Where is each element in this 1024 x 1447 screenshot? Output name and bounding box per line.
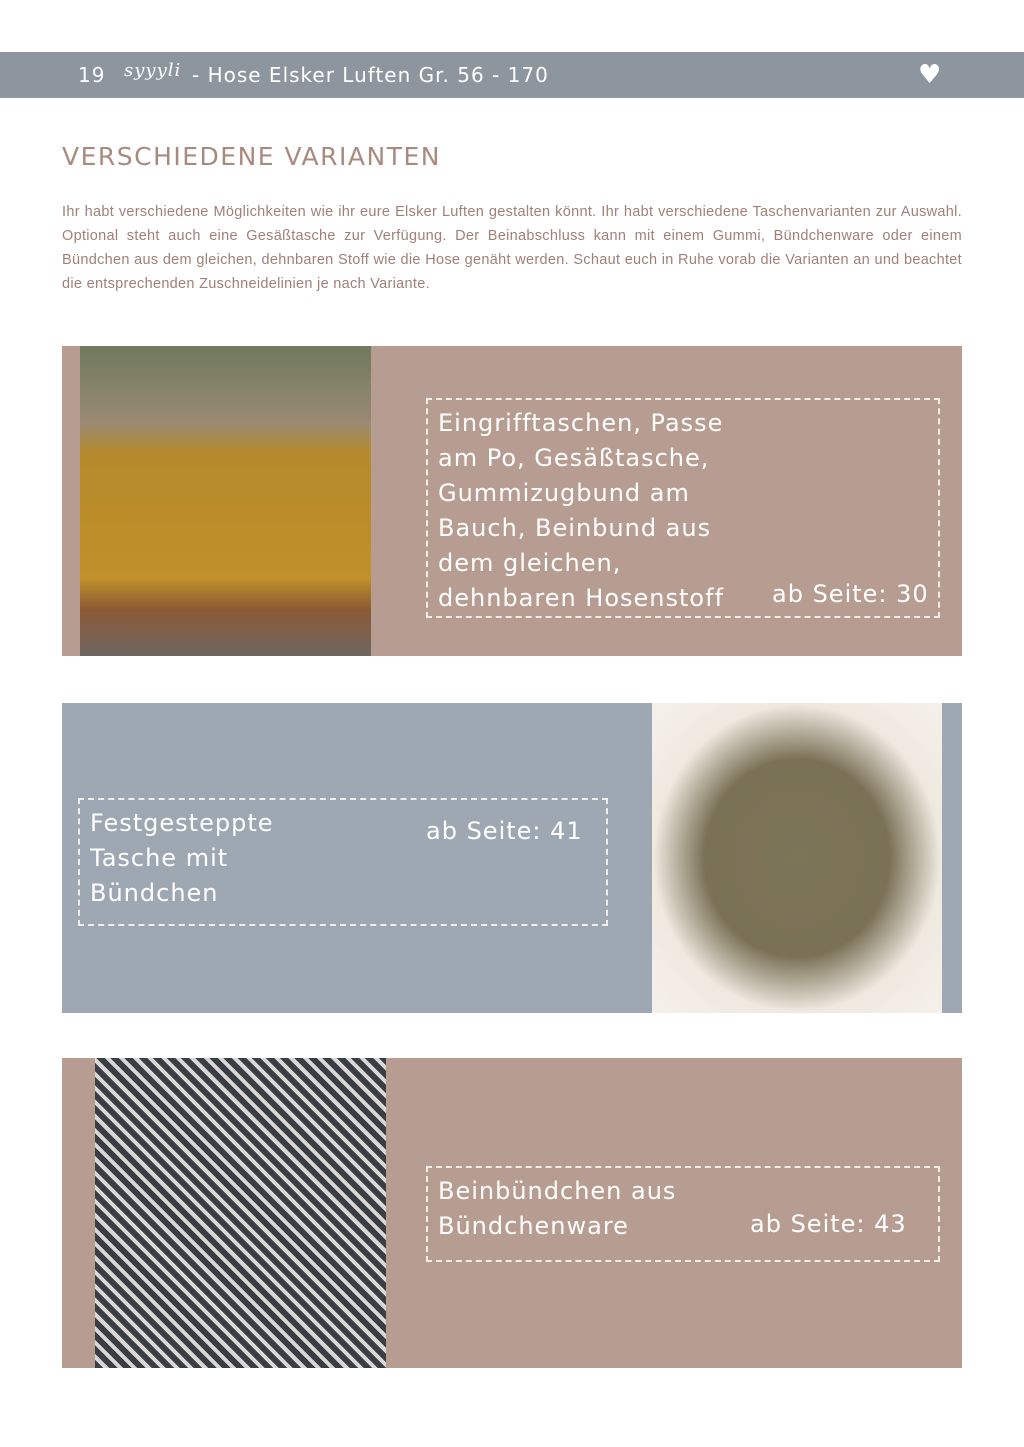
heart-icon: ♥ bbox=[918, 60, 943, 90]
variant-description: Beinbündchen aus Bündchenware bbox=[438, 1177, 677, 1240]
photo-corduroy-pants bbox=[80, 346, 371, 656]
intro-text: Ihr habt verschiedene Möglichkeiten wie ihr eure Elsker Luften gestalten könnt. Ihr habt verschiedene Taschenvarianten zur Auswahl. Optional steht auch eine Gesäßtasche zur Verfügung. Der Beinabschluss kann mit einem Gummi, Bündchenware oder einem Bündchen aus dem gleichen, dehnbaren Stoff wie die Hose genäht werden. Schaut euch in Ruhe vorab die Varianten an und beachtet die entsprechenden Zuschneidelinien je nach Variante. bbox=[62, 204, 962, 292]
photo-olive-pants bbox=[652, 703, 942, 1013]
section-title: VERSCHIEDENE VARIANTEN bbox=[62, 142, 441, 171]
document-title: - Hose Elsker Luften Gr. 56 - 170 bbox=[192, 63, 549, 87]
header-bar bbox=[0, 52, 1024, 98]
page-reference: ab Seite: 41 bbox=[426, 817, 583, 845]
variant-description: Eingrifftaschen, Passe am Po, Gesäßtasche, Gummizugbund am Bauch, Beinbund aus dem gleichen, dehnbaren Hosenstoff bbox=[438, 409, 725, 612]
page-number: 19 bbox=[78, 63, 106, 87]
variant-description: Festgesteppte Tasche mit Bündchen bbox=[90, 809, 274, 907]
variant-panel-2 bbox=[62, 703, 962, 1013]
page-reference: ab Seite: 43 bbox=[750, 1210, 907, 1238]
photo-baby-pants bbox=[95, 1058, 386, 1368]
variant-panel-1 bbox=[62, 346, 962, 656]
brand-logo: syyyli bbox=[124, 60, 182, 81]
page-reference: ab Seite: 30 bbox=[772, 580, 929, 608]
variant-panel-3 bbox=[62, 1058, 962, 1368]
